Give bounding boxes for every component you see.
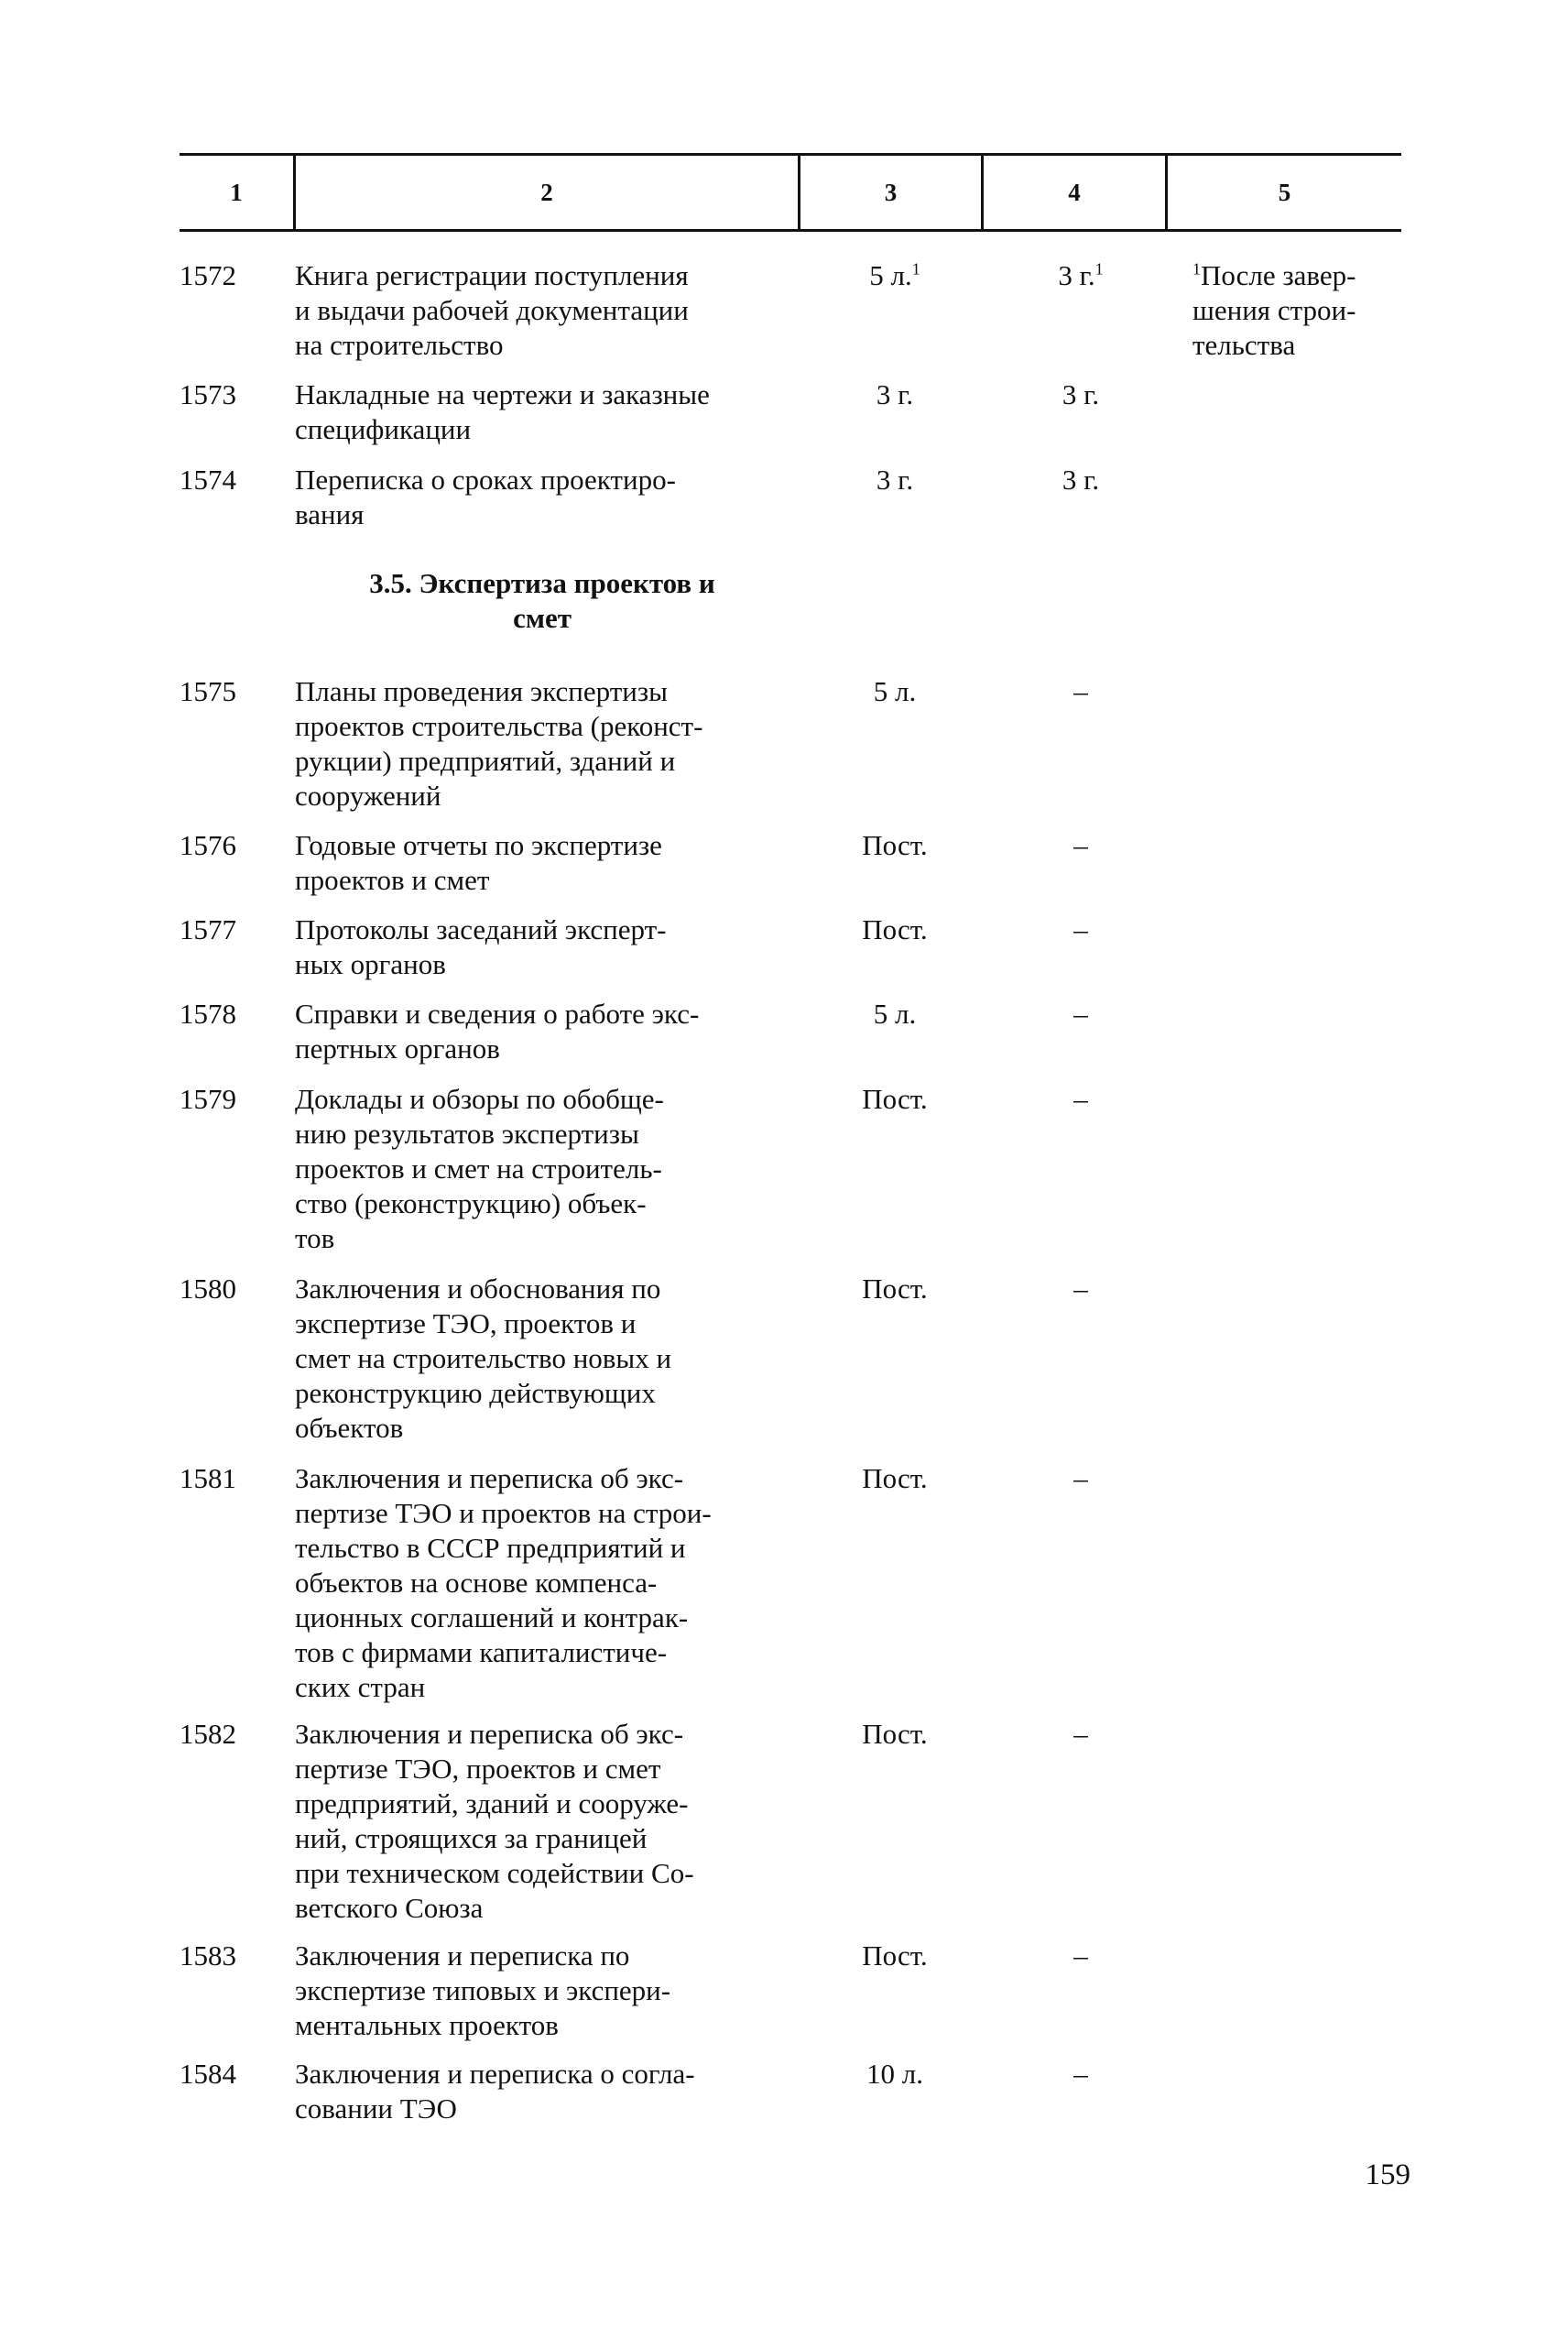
row-number: 1574	[180, 464, 236, 496]
retention-col4: 3 г.	[1062, 464, 1100, 496]
table-header	[180, 153, 1401, 232]
row-number: 1578	[180, 998, 236, 1030]
row-description: Заключения и переписка об экс- пертизе ТЭО и проектов на строи- тельство в СССР предприятий и объектов на основе компенса- ционных соглашений и контрак- тов с фирмами капиталистиче- ских стран	[295, 1462, 712, 1703]
retention-col3: 5 л.$^1$	[869, 259, 920, 291]
row-number: 1582	[180, 1718, 236, 1750]
row-description: Заключения и переписка об экс- пертизе ТЭО, проектов и смет предприятий, зданий и сооруже- ний, строящихся за границей при техническом содействии Со- ветского Союза	[295, 1718, 694, 1924]
row-description: Переписка о сроках проектиро- вания	[295, 464, 676, 530]
row-number: 1573	[180, 378, 236, 410]
retention-col4: –	[1073, 1083, 1088, 1115]
retention-col3: 3 г.	[876, 378, 914, 410]
retention-col3: 5 л.	[873, 675, 917, 707]
retention-col4: –	[1073, 829, 1088, 861]
row-number: 1583	[180, 1939, 236, 1972]
retention-col4: –	[1073, 675, 1088, 707]
header-col-1: 1	[230, 178, 243, 206]
header-col-2: 2	[540, 178, 553, 206]
row-description: Заключения и обоснования по экспертизе ТЭО, проектов и смет на строительство новых и реконструкцию действующих объектов	[295, 1273, 672, 1444]
row-description: Планы проведения экспертизы проектов строительства (реконст- рукции) предприятий, зданий и сооружений	[295, 675, 703, 812]
row-number: 1577	[180, 913, 236, 945]
retention-col4: –	[1073, 2058, 1088, 2090]
retention-col4: –	[1073, 1462, 1088, 1494]
retention-col3: Пост.	[862, 1939, 928, 1972]
retention-col4: 3 г.$^1$	[1058, 259, 1104, 291]
row-number: 1581	[180, 1462, 236, 1494]
footnote-marker: 1	[911, 259, 920, 279]
retention-col4: –	[1073, 1718, 1088, 1750]
page-number: 159	[1365, 2158, 1410, 2191]
header-col-4: 4	[1068, 178, 1081, 206]
row-description: Годовые отчеты по экспертизе проектов и смет	[295, 829, 662, 896]
retention-col3: Пост.	[862, 1273, 928, 1305]
row-description: Заключения и переписка о согла- совании ТЭО	[295, 2058, 695, 2125]
retention-col3: Пост.	[862, 913, 928, 945]
retention-col4: –	[1073, 1939, 1088, 1972]
footnote-marker: 1	[1192, 259, 1201, 279]
row-description: Протоколы заседаний эксперт- ных органов	[295, 913, 667, 980]
header-col-3: 3	[884, 178, 898, 206]
section-heading: 3.5. Экспертиза проектов и смет	[369, 567, 715, 634]
row-number: 1584	[180, 2058, 236, 2090]
row-number: 1576	[180, 829, 236, 861]
row-description: Накладные на чертежи и заказные спецификации	[295, 378, 710, 445]
row-description: Доклады и обзоры по обобще- нию результатов экспертизы проектов и смет на строитель- ство (реконструкцию) объек- тов	[295, 1083, 664, 1254]
header-col-5: 5	[1278, 178, 1291, 206]
retention-col3: 3 г.	[876, 464, 914, 496]
row-description: Книга регистрации поступления и выдачи рабочей документации на строительство	[295, 259, 689, 361]
row-description: Заключения и переписка по экспертизе типовых и экспери- ментальных проектов	[295, 1939, 671, 2041]
retention-col3: 5 л.	[873, 998, 917, 1030]
retention-col3: 10 л.	[866, 2058, 923, 2090]
retention-col4: 3 г.	[1062, 378, 1100, 410]
retention-col4: –	[1073, 1273, 1088, 1305]
row-note: $^1$После завер- шения строи- тельства	[1192, 259, 1356, 361]
retention-col4: –	[1073, 913, 1088, 945]
row-number: 1580	[180, 1273, 236, 1305]
retention-col3: Пост.	[862, 1718, 928, 1750]
row-number: 1575	[180, 675, 236, 707]
retention-col3: Пост.	[862, 829, 928, 861]
retention-col4: –	[1073, 998, 1088, 1030]
row-number: 1579	[180, 1083, 236, 1115]
retention-col3: Пост.	[862, 1462, 928, 1494]
footnote-marker: 1	[1094, 259, 1104, 279]
row-description: Справки и сведения о работе экс- пертных органов	[295, 998, 700, 1065]
retention-col3: Пост.	[862, 1083, 928, 1115]
row-number: 1572	[180, 259, 236, 291]
